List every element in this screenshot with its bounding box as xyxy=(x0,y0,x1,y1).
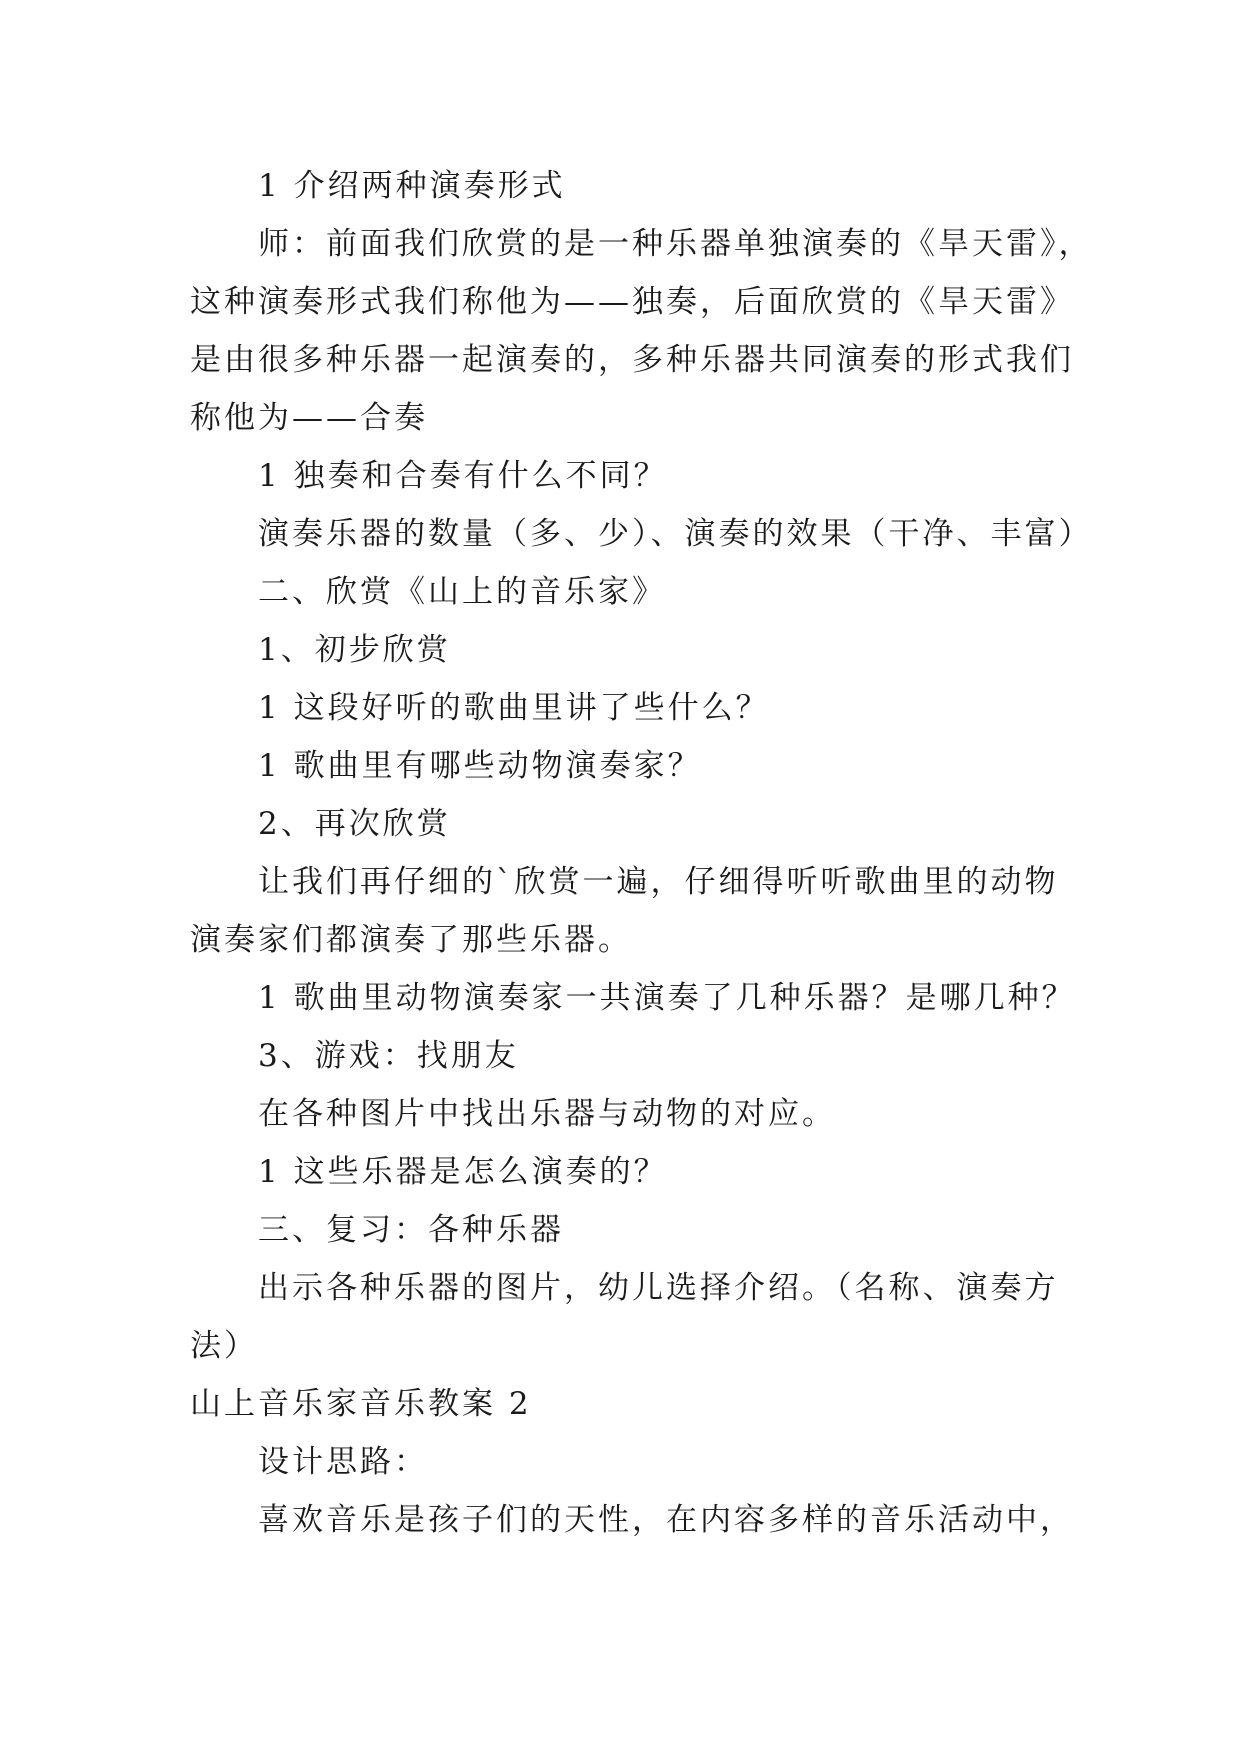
text-line: 1 介绍两种演奏形式 xyxy=(258,168,566,204)
text-line: 设计思路： xyxy=(258,1444,428,1480)
text-line: 二、欣赏《山上的音乐家》 xyxy=(258,574,666,610)
text-line: 是由很多种乐器一起演奏的，多种乐器共同演奏的形式我们 xyxy=(190,342,1074,378)
text-line: 1、初步欣赏 xyxy=(258,632,451,668)
text-line: 1 这些乐器是怎么演奏的？ xyxy=(258,1154,668,1190)
text-line: 让我们再仔细的`欣赏一遍，仔细得听听歌曲里的动物 xyxy=(258,864,1059,900)
text-line: 师：前面我们欣赏的是一种乐器单独演奏的《旱天雷》， xyxy=(258,226,1093,262)
text-line: 这种演奏形式我们称他为——独奏，后面欣赏的《旱天雷》 xyxy=(190,284,1074,320)
text-line: 三、复习：各种乐器 xyxy=(258,1212,564,1248)
text-line: 1 这段好听的歌曲里讲了些什么？ xyxy=(258,690,770,726)
text-line: 喜欢音乐是孩子们的天性，在内容多样的音乐活动中， xyxy=(258,1502,1074,1538)
text-line: 1 歌曲里动物演奏家一共演奏了几种乐器？是哪几种？ xyxy=(258,980,1076,1016)
text-line: 称他为——合奏 xyxy=(190,400,428,436)
text-line: 在各种图片中找出乐器与动物的对应。 xyxy=(258,1096,836,1132)
section-heading: 山上音乐家音乐教案 2 xyxy=(190,1386,532,1422)
text-line: 3、游戏：找朋友 xyxy=(258,1038,519,1074)
text-line: 1 歌曲里有哪些动物演奏家？ xyxy=(258,748,702,784)
text-line: 法） xyxy=(190,1328,258,1364)
text-line: 1 独奏和合奏有什么不同？ xyxy=(258,458,668,494)
text-line: 出示各种乐器的图片，幼儿选择介绍。（名称、演奏方 xyxy=(258,1270,1059,1306)
text-line: 演奏家们都演奏了那些乐器。 xyxy=(190,922,632,958)
text-line: 2、再次欣赏 xyxy=(258,806,451,842)
text-line: 演奏乐器的数量（多、少）、演奏的效果（干净、丰富） xyxy=(258,516,1093,552)
